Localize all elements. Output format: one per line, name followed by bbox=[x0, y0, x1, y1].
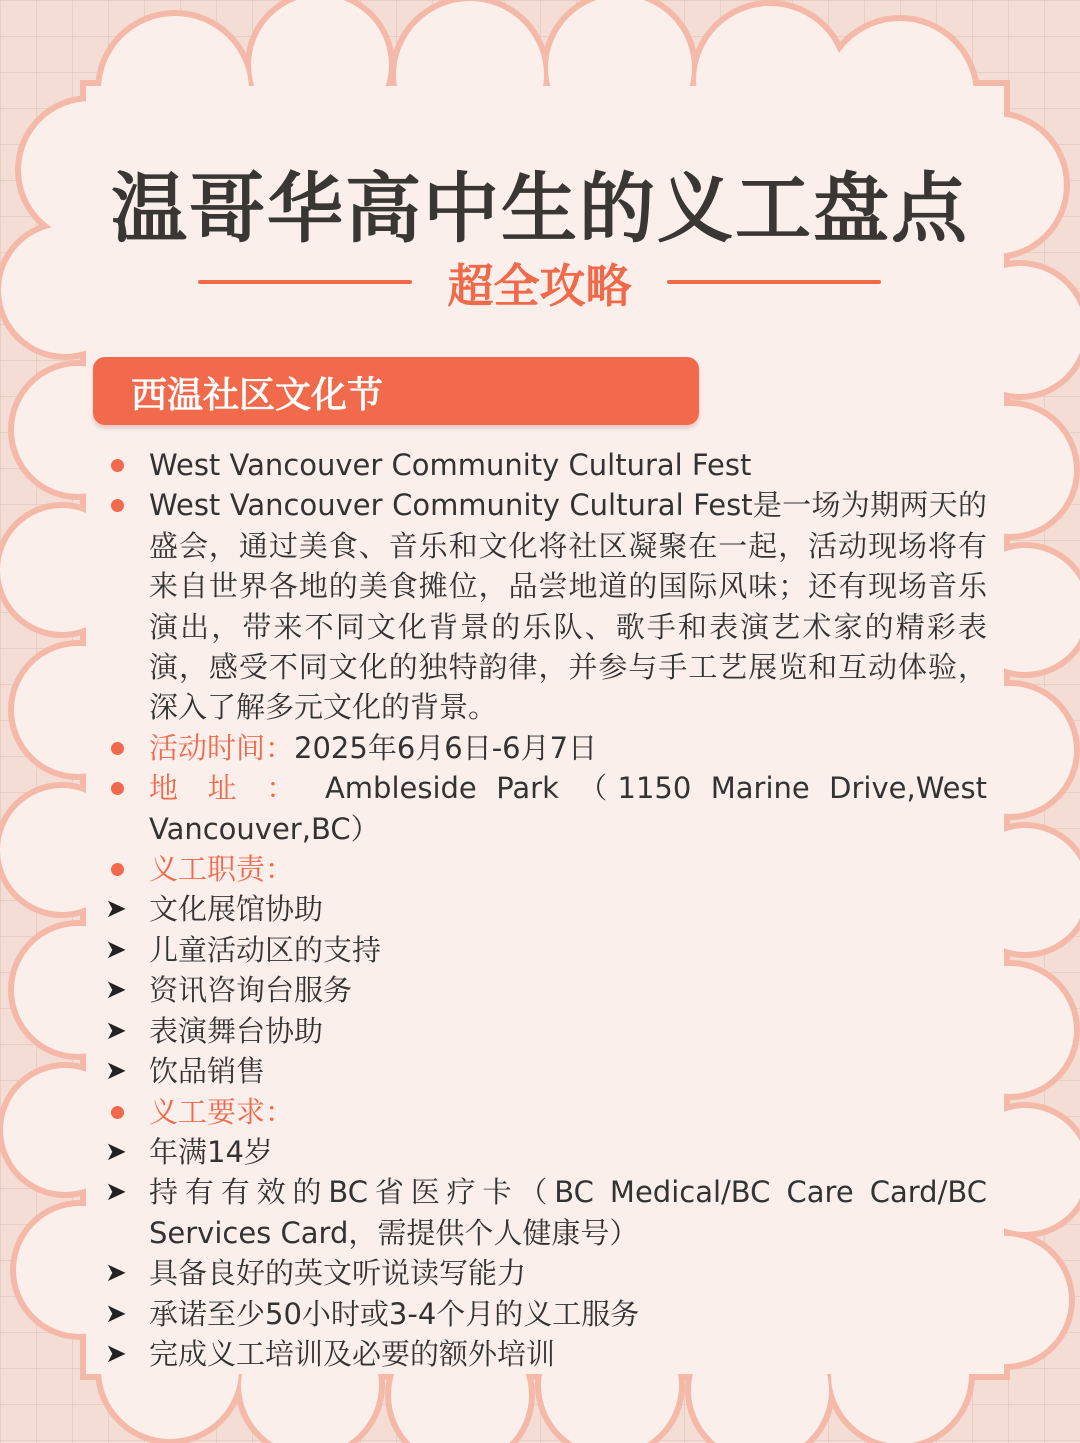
time-item bbox=[105, 728, 987, 768]
arrow-right-icon: ➤ bbox=[105, 1298, 127, 1329]
requirement-text: 承诺至少50小时或3-4个月的义工服务 bbox=[149, 1296, 640, 1331]
address-value: Ambleside Park （1150 Marine Drive,West Vancouver,BC） bbox=[149, 771, 988, 846]
event-description: West Vancouver Community Cultural Fest是一场为期两天的盛会，通过美食、音乐和文化将社区凝聚在一起，活动现场将有来自世界各地的美食摊位，品尝地道的国际风味；还有现场音乐演出，带来不同文化背景的乐队、歌手和表演艺术家的精彩表演，感受不同文化的独特韵律，并参与手工艺展览和互动体验，深入了解多元文化的背景。 bbox=[149, 488, 987, 725]
requirement-item bbox=[105, 1132, 987, 1172]
duty-item bbox=[105, 1051, 987, 1091]
duties-label: 义工职责： bbox=[149, 852, 295, 887]
arrow-right-icon: ➤ bbox=[105, 1338, 127, 1369]
arrow-right-icon: ➤ bbox=[105, 894, 127, 925]
arrow-right-icon: ➤ bbox=[105, 1015, 127, 1046]
page-title: 温哥华高中生的义工盘点 bbox=[111, 164, 969, 253]
duties-heading-item bbox=[105, 849, 987, 889]
requirement-item bbox=[105, 1334, 987, 1374]
requirement-text: 具备良好的英文听说读写能力 bbox=[149, 1256, 527, 1291]
requirement-item bbox=[105, 1253, 987, 1293]
section-header bbox=[93, 357, 699, 425]
subtitle-divider-right bbox=[667, 280, 881, 284]
arrow-right-icon: ➤ bbox=[105, 1258, 127, 1289]
time-label: 活动时间： bbox=[149, 730, 295, 765]
duty-text: 资讯咨询台服务 bbox=[149, 973, 353, 1008]
requirements-heading-item bbox=[105, 1092, 987, 1132]
section-content bbox=[105, 445, 987, 1374]
subtitle-divider-left bbox=[198, 280, 412, 284]
duty-text: 饮品销售 bbox=[149, 1054, 266, 1089]
requirement-text: 完成义工培训及必要的额外培训 bbox=[149, 1336, 556, 1371]
section-header-label: 西温社区文化节 bbox=[131, 375, 384, 416]
event-name: West Vancouver Community Cultural Fest bbox=[149, 448, 752, 482]
duty-text: 表演舞台协助 bbox=[149, 1013, 324, 1048]
dot-icon bbox=[111, 1106, 124, 1119]
duty-text: 文化展馆协助 bbox=[149, 892, 324, 927]
description-item bbox=[105, 485, 987, 727]
subtitle: 超全攻略 bbox=[447, 259, 632, 313]
address-item bbox=[105, 768, 987, 849]
dot-icon bbox=[111, 863, 124, 876]
arrow-right-icon: ➤ bbox=[105, 1177, 127, 1208]
event-name-item bbox=[105, 445, 987, 485]
duty-text: 儿童活动区的支持 bbox=[149, 932, 382, 967]
requirement-item bbox=[105, 1294, 987, 1334]
requirement-item bbox=[105, 1172, 987, 1253]
requirement-text: 年满14岁 bbox=[149, 1134, 273, 1169]
arrow-right-icon: ➤ bbox=[105, 1056, 127, 1087]
duty-item bbox=[105, 970, 987, 1010]
duty-item bbox=[105, 1011, 987, 1051]
dot-icon bbox=[111, 499, 124, 512]
requirements-label: 义工要求： bbox=[149, 1094, 295, 1129]
address-label: 地 址 ： bbox=[149, 771, 306, 806]
dot-icon bbox=[111, 782, 124, 795]
arrow-right-icon: ➤ bbox=[105, 1136, 127, 1167]
arrow-right-icon: ➤ bbox=[105, 975, 127, 1006]
duty-item bbox=[105, 930, 987, 970]
dot-icon bbox=[111, 742, 124, 755]
subtitle-row bbox=[0, 250, 1080, 320]
duty-item bbox=[105, 889, 987, 929]
dot-icon bbox=[111, 459, 124, 472]
time-value: 2025年6月6日-6月7日 bbox=[294, 730, 598, 765]
arrow-right-icon: ➤ bbox=[105, 934, 127, 965]
requirement-text: 持有有效的BC省医疗卡（BC Medical/BC Care Card/BC Services Card，需提供个人健康号） bbox=[149, 1175, 987, 1250]
